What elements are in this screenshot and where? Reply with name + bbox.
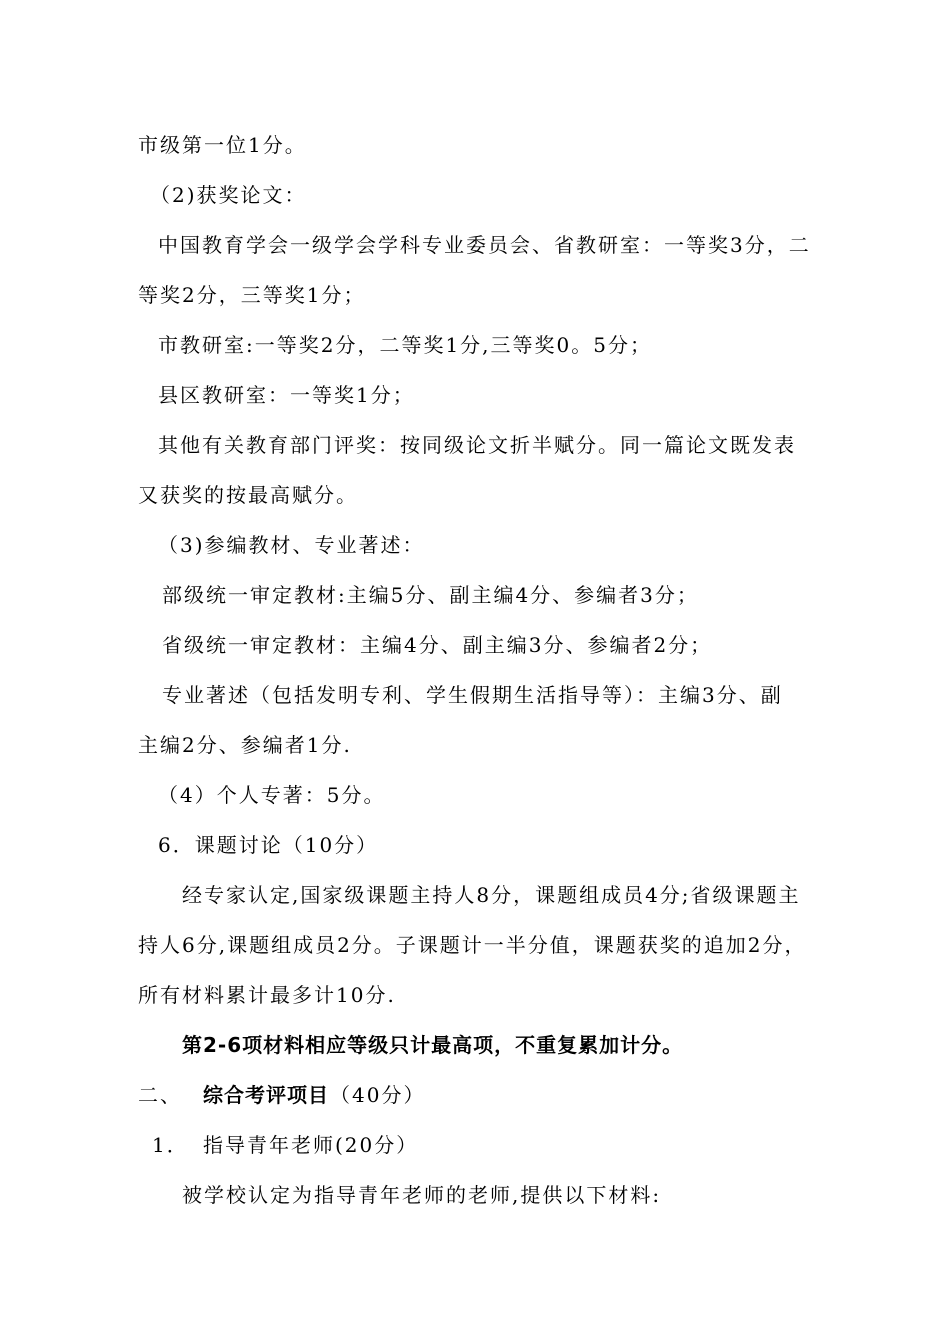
text-line-7: 其他有关教育部门评奖：按同级论文折半赋分。同一篇论文既发表 bbox=[158, 433, 796, 457]
section-title: 综合考评项目 bbox=[203, 1083, 329, 1107]
text-line-last: 被学校认定为指导青年老师的老师,提供以下材料: bbox=[182, 1183, 662, 1207]
text-line-3: 中国教育学会一级学会学科专业委员会、省教研室：一等奖3分，二 bbox=[158, 233, 811, 257]
text-line-17: 持人6分,课题组成员2分。子课题计一半分值，课题获奖的追加2分， bbox=[138, 933, 807, 957]
item-number: 1． bbox=[152, 1133, 189, 1157]
text-line-1: 市级第一位1分。 bbox=[138, 133, 307, 157]
text-line-15: 6．课题讨论（10分） bbox=[158, 833, 379, 857]
text-line-14: （4）个人专著：5分。 bbox=[158, 783, 386, 807]
text-line-10: 部级统一审定教材:主编5分、副主编4分、参编者3分； bbox=[162, 583, 699, 607]
item-title: 指导青年老师(20分） bbox=[203, 1133, 419, 1157]
text-line-13: 主编2分、参编者1分. bbox=[138, 733, 352, 757]
text-line-4: 等奖2分，三等奖1分； bbox=[138, 283, 366, 307]
section-heading-two bbox=[0, 1080, 950, 1110]
text-line-8: 又获奖的按最高赋分。 bbox=[138, 483, 358, 507]
text-line-11: 省级统一审定教材：主编4分、副主编3分、参编者2分； bbox=[162, 633, 713, 657]
bold-note-line: 第2-6项材料相应等级只计最高项，不重复累加计分。 bbox=[182, 1033, 684, 1057]
section-number: 二、 bbox=[138, 1083, 182, 1107]
text-line-18: 所有材料累计最多计10分. bbox=[138, 983, 396, 1007]
section-score: （40分） bbox=[330, 1083, 426, 1107]
text-line-5: 市教研室:一等奖2分，二等奖1分,三等奖0。5分； bbox=[158, 333, 652, 357]
text-line-16: 经专家认定,国家级课题主持人8分，课题组成员4分;省级课题主 bbox=[182, 883, 801, 907]
text-line-12: 专业著述（包括发明专利、学生假期生活指导等）：主编3分、副 bbox=[162, 683, 783, 707]
text-line-2: （2)获奖论文： bbox=[150, 183, 307, 207]
text-line-6: 县区教研室：一等奖1分； bbox=[158, 383, 415, 407]
item-heading-one bbox=[0, 1130, 950, 1160]
text-line-9: （3)参编教材、专业著述： bbox=[158, 533, 425, 557]
